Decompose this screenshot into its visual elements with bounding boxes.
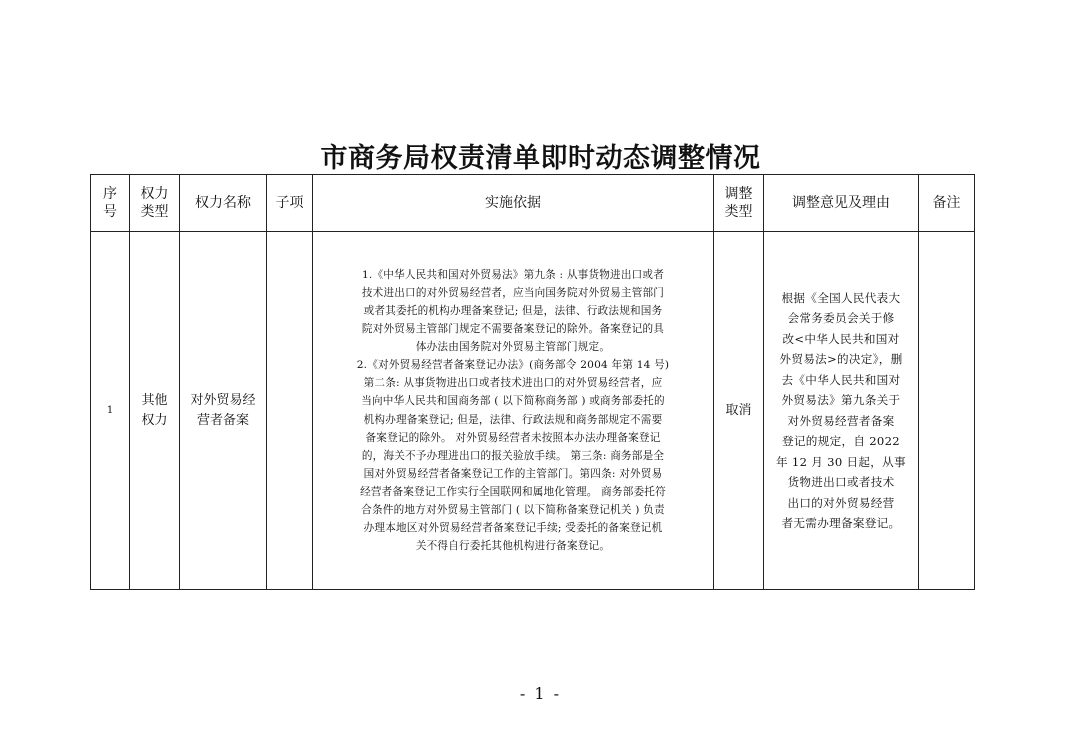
opinion-line: 年 12 月 30 日起，从事 [776, 454, 906, 469]
basis-line: 关不得自行委托其他机构进行备案登记。 [415, 540, 611, 553]
basis-line: 2.《对外贸易经营者备案登记办法》(商务部令 2004 年第 14 号) [356, 359, 670, 372]
power-type-line1: 其他 [141, 392, 168, 408]
opinion-line: 外贸易法》第九条关于 [781, 393, 901, 407]
basis-line: 备案登记的除外。 对外贸易经营者未按照本办法办理备案登记 [365, 431, 661, 444]
basis-line: 国对外贸易经营者备案登记工作的主管部门。第四条: 对外贸易 [363, 467, 663, 480]
header-power-type [130, 175, 180, 232]
basis-line: 院对外贸易主管部门规定不需要备案登记的除外。备案登记的具 [361, 323, 665, 336]
basis-line: 合条件的地方对外贸易主管部门 ( 以下简称备案登记机关 ) 负责 [361, 503, 665, 516]
opinion-line: 者无需办理备案登记。 [781, 516, 901, 530]
basis-line: 经营者备案登记工作实行全国联网和属地化管理。 商务部委托符 [360, 485, 666, 498]
page-number: - 1 - [519, 684, 562, 703]
header-type-line2: 类型 [140, 204, 169, 220]
header-opinion: 调整意见及理由 [764, 175, 919, 232]
basis-line: 或者其委托的机构办理备案登记; 但是，法律、行政法规和国务 [363, 304, 663, 317]
header-seq-line2: 号 [103, 204, 117, 220]
opinion-line: 出口的对外贸易经营 [787, 495, 895, 510]
basis-line: 机构办理备案登记; 但是，法律、行政法规和商务部规定不需要 [363, 413, 663, 426]
header-seq-line1: 序 [103, 186, 117, 202]
opinion-text [764, 288, 918, 534]
power-name-line2: 营者备案 [196, 412, 249, 428]
opinion-line: 货物进出口或者技术 [787, 475, 895, 489]
header-adjust-line1: 调整 [724, 186, 753, 202]
basis-text [313, 266, 713, 556]
basis-line: 当向中华人民共和国商务部 ( 以下简称商务部 ) 或商务部委托的 [361, 395, 665, 408]
table-row [91, 232, 975, 590]
page-title: 市商务局权责清单即时动态调整情况 [320, 143, 761, 174]
opinion-line: 改<中华人民共和国对 [782, 331, 900, 346]
header-power-name: 权力名称 [180, 175, 267, 232]
basis-line: 体办法由国务院对外贸易主管部门规定。 [415, 341, 611, 354]
opinion-line: 外贸易法>的决定》，删 [779, 352, 903, 366]
header-row [91, 175, 975, 232]
cell-seq: 1 [91, 232, 130, 590]
basis-line: 第二条: 从事货物进出口或者技术进出口的对外贸易经营者，应 [363, 377, 663, 390]
header-adjust-line2: 类型 [724, 204, 753, 220]
opinion-line: 会常务委员会关于修 [787, 311, 895, 325]
opinion-line: 去《中华人民共和国对 [781, 372, 901, 387]
cell-remark [919, 232, 975, 590]
cell-power-type [130, 232, 180, 590]
opinion-line: 根据《全国人民代表大 [781, 290, 901, 305]
cell-power-name [180, 232, 267, 590]
cell-adjust-type: 取消 [714, 232, 764, 590]
power-name-line1: 对外贸易经 [190, 392, 256, 408]
power-type-line2: 权力 [141, 412, 168, 428]
basis-line: 1.《中华人民共和国对外贸易法》第九条 : 从事货物进出口或者 [361, 268, 665, 281]
header-sub-item: 子项 [267, 175, 313, 232]
header-type-line1: 权力 [140, 186, 169, 202]
header-basis: 实施依据 [313, 175, 714, 232]
basis-line: 的，海关不予办理进出口的报关验放手续。 第三条: 商务部是全 [361, 449, 665, 462]
cell-opinion [764, 232, 919, 590]
header-remark: 备注 [919, 175, 975, 232]
basis-line: 办理本地区对外贸易经营者备案登记手续; 受委托的备案登记机 [363, 522, 663, 535]
opinion-line: 登记的规定，自 2022 [782, 434, 900, 448]
header-seq [91, 175, 130, 232]
power-list-table [90, 174, 975, 590]
cell-basis [313, 232, 714, 590]
opinion-line: 对外贸易经营者备案 [787, 413, 895, 428]
cell-sub-item [267, 232, 313, 590]
header-adjust-type [714, 175, 764, 232]
basis-line: 技术进出口的对外贸易经营者，应当向国务院对外贸易主管部门 [361, 286, 665, 299]
